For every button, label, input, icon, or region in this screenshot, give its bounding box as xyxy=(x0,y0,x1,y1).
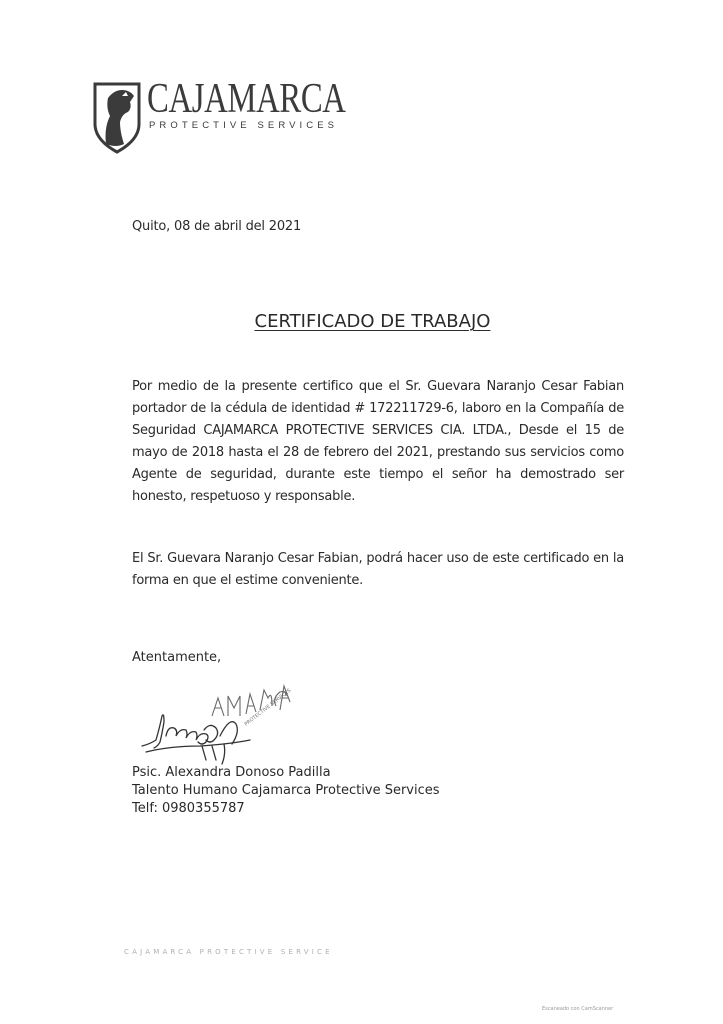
body-paragraph-1: Por medio de la presente certifico que el Sr. Guevara Naranjo Cesar Fabian portador de la cédula de identidad # 172211729-6, laboro en la Compañía de Seguridad CAJAMARCA PROTECTIVE SERVICES CIA. LTDA., Desde el 15 de mayo de 2018 hasta el 28 de febrero del 2021, prestando sus servicios como Agente de seguridad, durante este tiempo el señor ha demostrado ser honesto, respetuoso y responsable. xyxy=(132,379,624,504)
body-paragraph-2: El Sr. Guevara Naranjo Cesar Fabian, podrá hacer uso de este certificado en la forma en que el estime conveniente. xyxy=(132,551,624,588)
scanner-note: Escaneado con CamScanner xyxy=(542,1006,614,1012)
stamp-subtitle: PROTECTIVE SERVICES xyxy=(243,687,293,728)
signer-name: Psic. Alexandra Donoso Padilla xyxy=(132,765,331,780)
horse-head-shield-icon xyxy=(92,78,142,154)
document-title xyxy=(0,311,723,332)
signer-phone: Telf: 0980355787 xyxy=(132,801,245,816)
signature-and-stamp xyxy=(140,676,310,776)
date-line: Quito, 08 de abril del 2021 xyxy=(132,219,302,234)
footer-watermark: CAJAMARCA PROTECTIVE SERVICE xyxy=(124,948,333,956)
document-title-text: CERTIFICADO DE TRABAJO xyxy=(254,311,491,332)
closing-salutation: Atentamente, xyxy=(132,650,222,665)
handwritten-signature xyxy=(140,676,310,776)
signer-block xyxy=(132,764,440,818)
brand-subtitle: PROTECTIVE SERVICES xyxy=(149,120,339,131)
brand-name: CAJAMARCA xyxy=(147,76,346,122)
company-logo xyxy=(92,76,346,158)
signer-role: Talento Humano Cajamarca Protective Services xyxy=(132,783,440,798)
